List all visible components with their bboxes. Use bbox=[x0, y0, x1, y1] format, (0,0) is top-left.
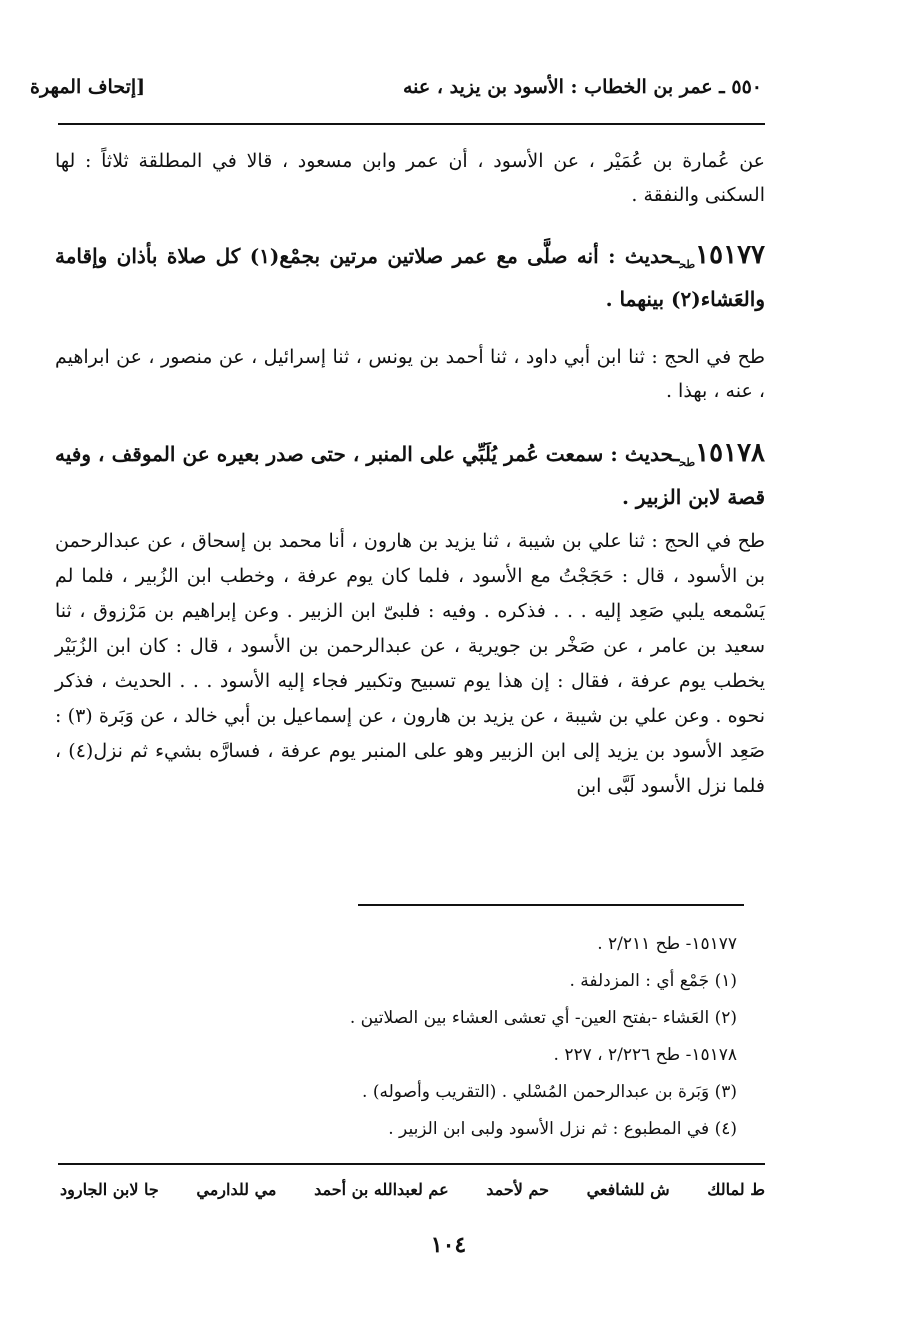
running-title: ٥٥٠ ـ عمر بن الخطاب : الأسود بن يزيد ، عنه bbox=[403, 76, 762, 98]
source-mark: طح bbox=[679, 258, 696, 271]
footnote-item: (٢) العَشاء -بفتح العين- أي تعشى العشاء بين الصلاتين . bbox=[349, 1008, 737, 1028]
footnote-item: (٣) وَبَرة بن عبدالرحمن المُسْلي . (التقريب وأصوله) . bbox=[362, 1082, 737, 1102]
header-rule bbox=[58, 123, 765, 125]
paragraph-3: طح في الحج : ثنا علي بن شيبة ، ثنا يزيد بن هارون ، أنا محمد بن إسحاق ، عن عبدالرحمن بن الأسود ، قال : حَجَجْتُ مع الأسود ، فلما كان يوم عرفة ، وخطب ابن الزُبير ، فلما لم يَسْمعه يلبي صَعِد إليه . . . فذكره . وفيه : فلبىّ ابن الزبير . وعن إبراهيم بن مَرْزوق ، ثنا سعيد بن عامر ، عن صَخْر بن جويرية ، عن عبدالرحمن بن الأسود ، قال : كان ابن الزُبَيْر يخطب يوم عرفة ، فقال : إن هذا يوم تسبيح وتكبير فجاء إليه الأسود . . . الحديث ، فذكر نحوه . وعن علي بن شيبة ، عن يزيد بن هارون ، عن إسماعيل بن أبي خالد ، عن وَبَرة (٣) : صَعِد الأسود بن يزيد إلى ابن الزبير وهو على المنبر يوم عرفة ، فسارَّه بشيء ثم نزل(٤) ، فلما نزل الأسود لَبَّى ابن bbox=[55, 530, 766, 797]
abbreviation-item: حم لأحمد bbox=[486, 1180, 549, 1199]
abbreviation-item: ط لمالك bbox=[707, 1180, 765, 1199]
abbreviations-rule bbox=[58, 1163, 765, 1165]
paragraph-2: طح في الحج : ثنا ابن أبي داود ، ثنا أحمد بن يونس ، ثنا إسرائيل ، عن منصور ، عن ابراهيم ، عنه ، بهذا . bbox=[55, 346, 765, 402]
abbreviation-item: مي للدارمي bbox=[196, 1180, 277, 1199]
hadith-text: ـحديث : أنه صلَّى مع عمر صلاتين مرتين بجمْع(١) كل صلاة بأذان وإقامة والعَشاء(٢) بينهما . bbox=[55, 244, 765, 311]
hadith-heading-15178 bbox=[55, 436, 765, 514]
footnote-item: (١) جَمْع أي : المزدلفة . bbox=[569, 971, 737, 991]
source-mark: طح bbox=[679, 456, 696, 469]
hadith-number: ١٥١٧٨ bbox=[695, 438, 766, 468]
footnote-item: ١٥١٧٨- طح ٢/٢٢٦ ، ٢٢٧ . bbox=[553, 1045, 737, 1065]
abbreviations-legend bbox=[60, 1180, 765, 1199]
abbreviation-item: ش للشافعي bbox=[586, 1180, 670, 1199]
abbreviation-item: عم لعبدالله بن أحمد bbox=[314, 1180, 449, 1199]
hadith-number: ١٥١٧٧ bbox=[695, 240, 765, 270]
hadith-heading-15177 bbox=[55, 238, 765, 316]
footnote-item: ١٥١٧٧- طح ٢/٢١١ . bbox=[597, 934, 737, 954]
page-number: ١٠٤ bbox=[430, 1232, 467, 1258]
hadith-text: ـحديث : سمعت عُمر يُلَبِّي على المنبر ، حتى صدر بعيره عن الموقف ، وفيه قصة لابن الزبير . bbox=[55, 442, 765, 509]
book-title: [إتحاف المهرة bbox=[30, 76, 146, 98]
abbreviation-item: جا لابن الجارود bbox=[60, 1180, 159, 1199]
paragraph-1: عن عُمارة بن عُمَيْر ، عن الأسود ، أن عمر وابن مسعود ، قالا في المطلقة ثلاثاً : لها السكنى والنفقة . bbox=[55, 150, 765, 206]
footnote-item: (٤) في المطبوع : ثم نزل الأسود ولبى ابن الزبير . bbox=[388, 1119, 737, 1139]
footnote-rule bbox=[358, 904, 744, 906]
